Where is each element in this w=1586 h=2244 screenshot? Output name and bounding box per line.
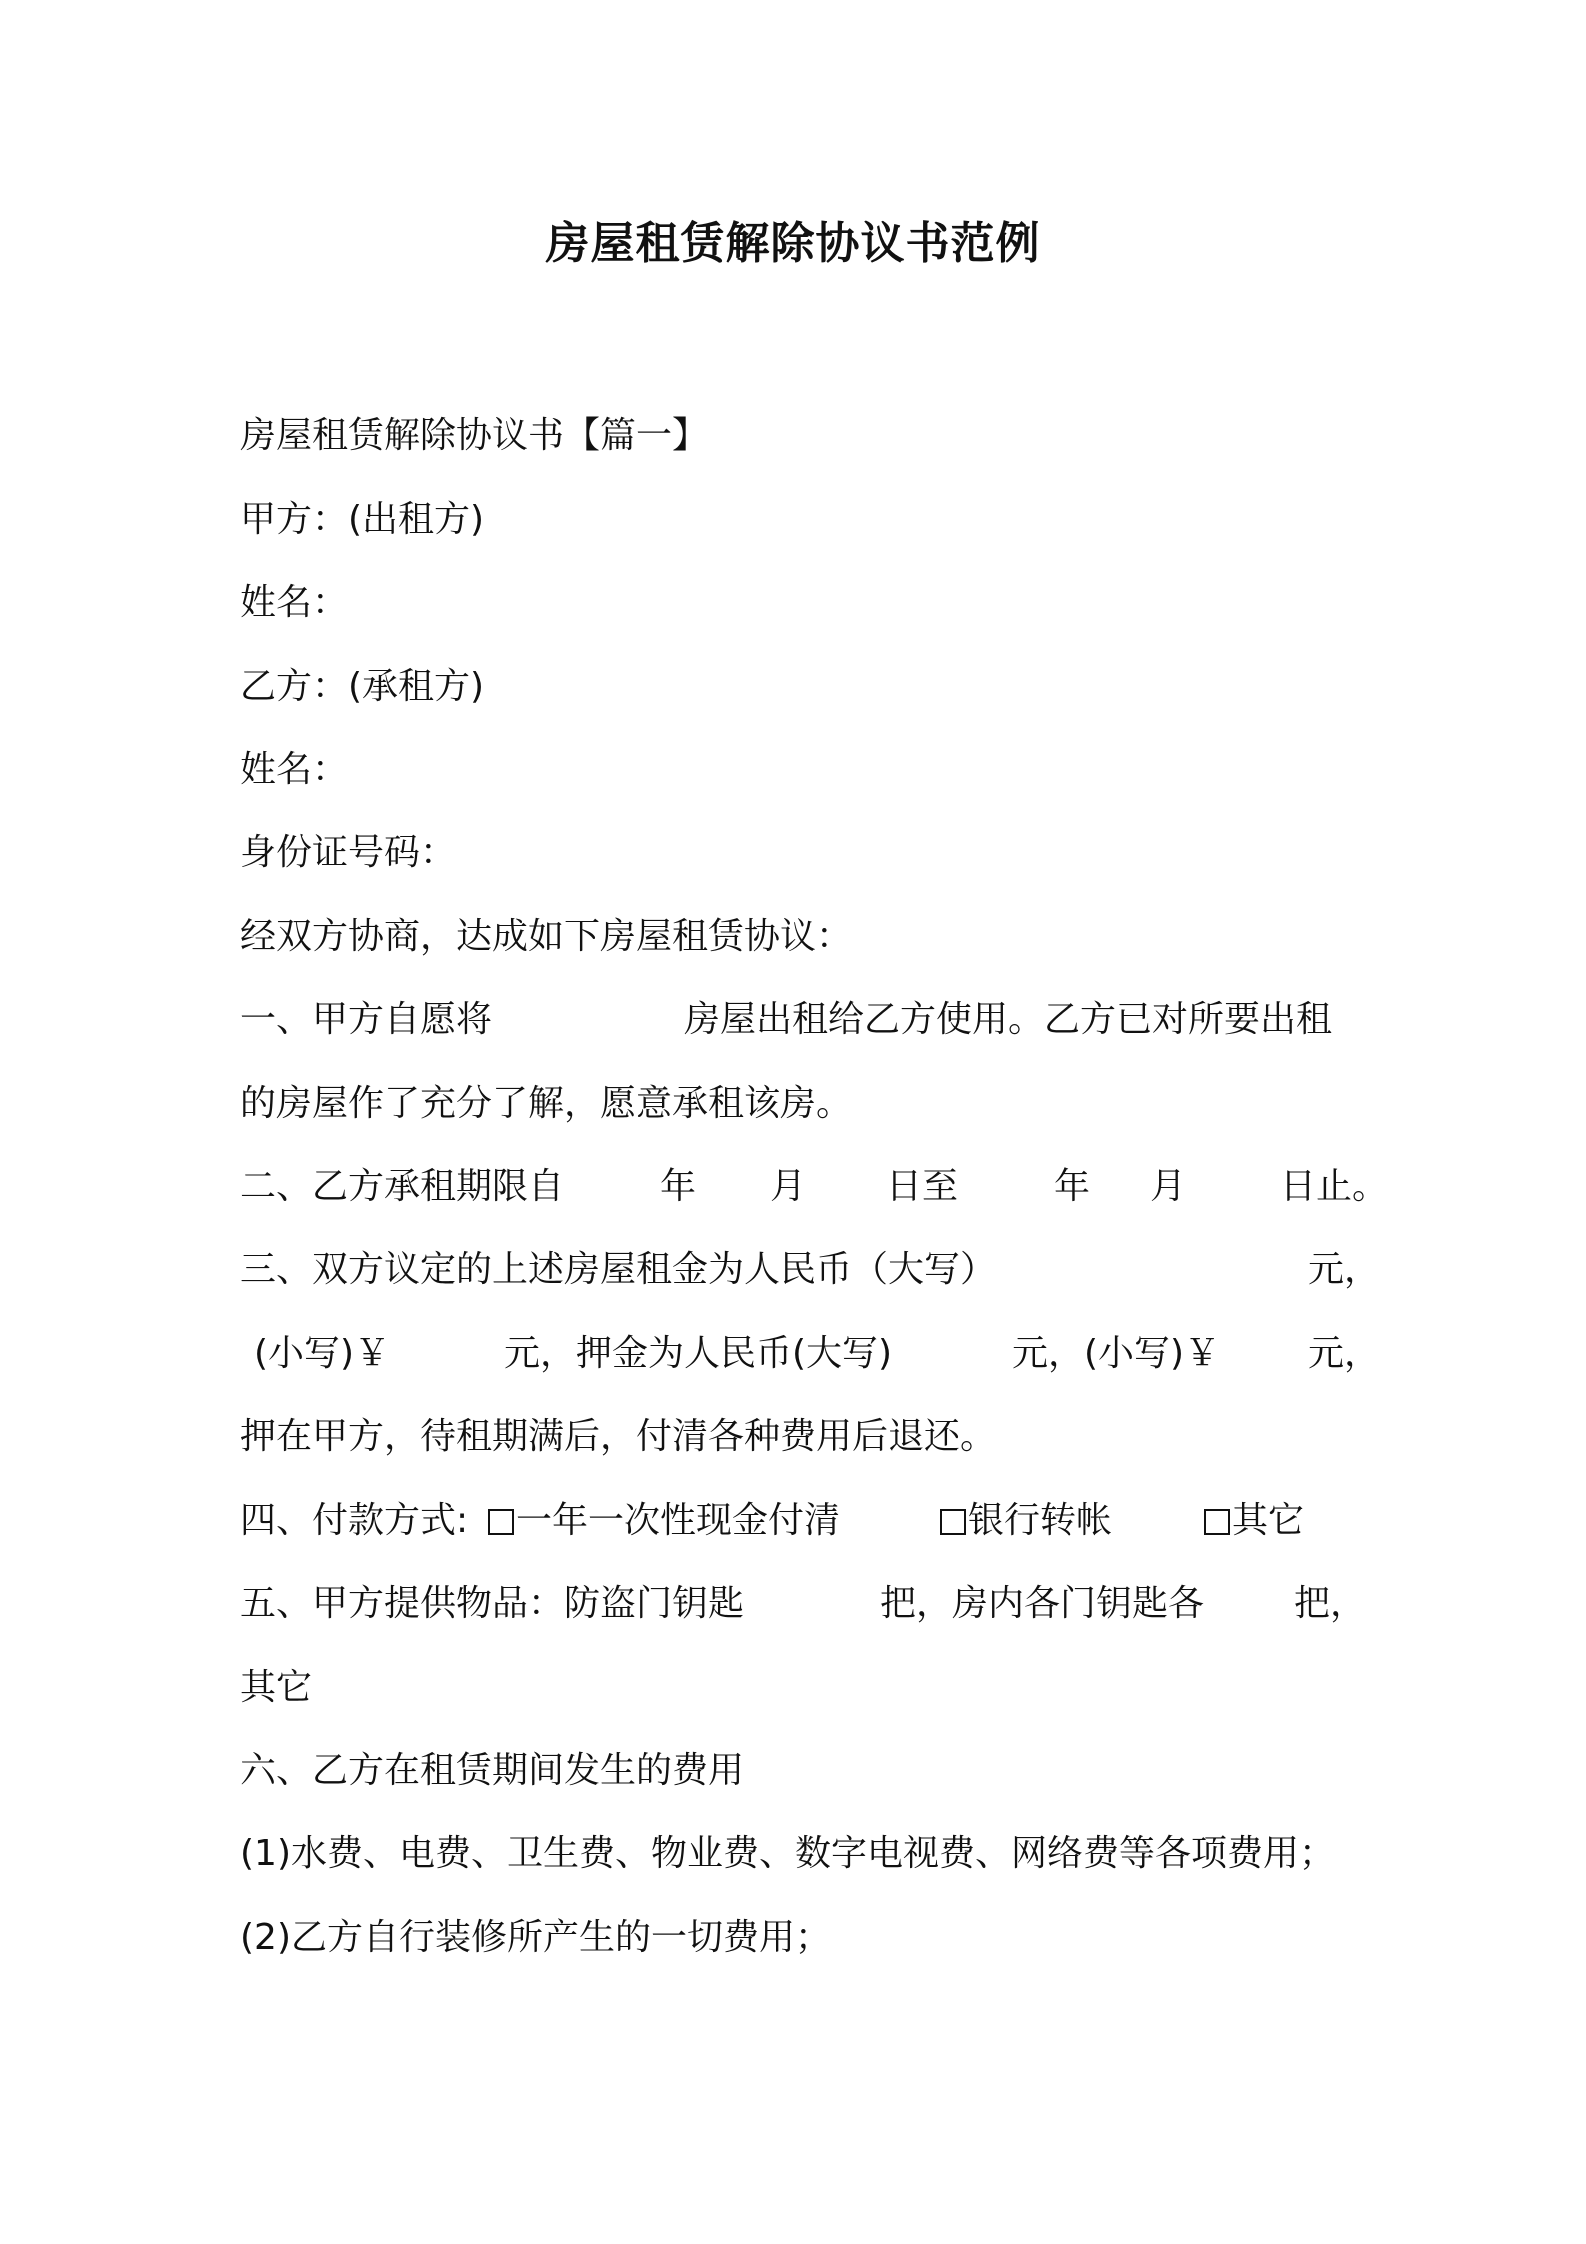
payment-option-cash[interactable]: 一年一次性现金付清 [488, 1493, 840, 1549]
clause-2: 二、乙方承租期限自 年 月 日至 年 月 日止。 [240, 1166, 1389, 1207]
clause-3-line-1: 三、双方议定的上述房屋租金为人民币（大写） 元， [240, 1249, 1381, 1290]
party-b-name: 姓名： [240, 749, 349, 790]
clause-6: 六、乙方在租赁期间发生的费用 [240, 1750, 745, 1791]
party-b-label: 乙方：(承租方) [240, 666, 485, 707]
party-a-name: 姓名： [240, 582, 349, 623]
clause-3-line-2: (小写)￥ 元，押金为人民币(大写) 元，(小写)￥ 元， [254, 1333, 1381, 1374]
checkbox-icon[interactable] [940, 1509, 966, 1535]
clause-5-line-2: 其它 [240, 1667, 313, 1708]
clause-4: 四、付款方式: 一年一次性现金付清 银行转帐 其它 [240, 1493, 1380, 1549]
document-title: 房屋租赁解除协议书范例 [545, 218, 1041, 269]
clause-1-line-1: 一、甲方自愿将 房屋出租给乙方使用。乙方已对所要出租 [240, 999, 1333, 1040]
party-a-label: 甲方：(出租方) [240, 499, 485, 540]
clause-1-line-2: 的房屋作了充分了解，愿意承租该房。 [240, 1083, 853, 1124]
checkbox-icon[interactable] [1204, 1509, 1230, 1535]
clause-3-line-3: 押在甲方，待租期满后，付清各种费用后退还。 [240, 1416, 997, 1457]
clause-6-item-1: (1)水费、电费、卫生费、物业费、数字电视费、网络费等各项费用； [240, 1833, 1335, 1874]
payment-option-bank[interactable]: 银行转帐 [940, 1493, 1112, 1549]
payment-option-other[interactable]: 其它 [1204, 1493, 1304, 1549]
id-number: 身份证号码： [240, 832, 457, 873]
section-heading: 房屋租赁解除协议书【篇一】 [240, 415, 709, 456]
agreement-intro: 经双方协商，达成如下房屋租赁协议： [240, 916, 853, 957]
clause-6-item-2: (2)乙方自行装修所产生的一切费用； [240, 1917, 831, 1958]
checkbox-icon[interactable] [488, 1509, 514, 1535]
clause-5-line-1: 五、甲方提供物品：防盗门钥匙 把，房内各门钥匙各 把， [240, 1583, 1367, 1624]
